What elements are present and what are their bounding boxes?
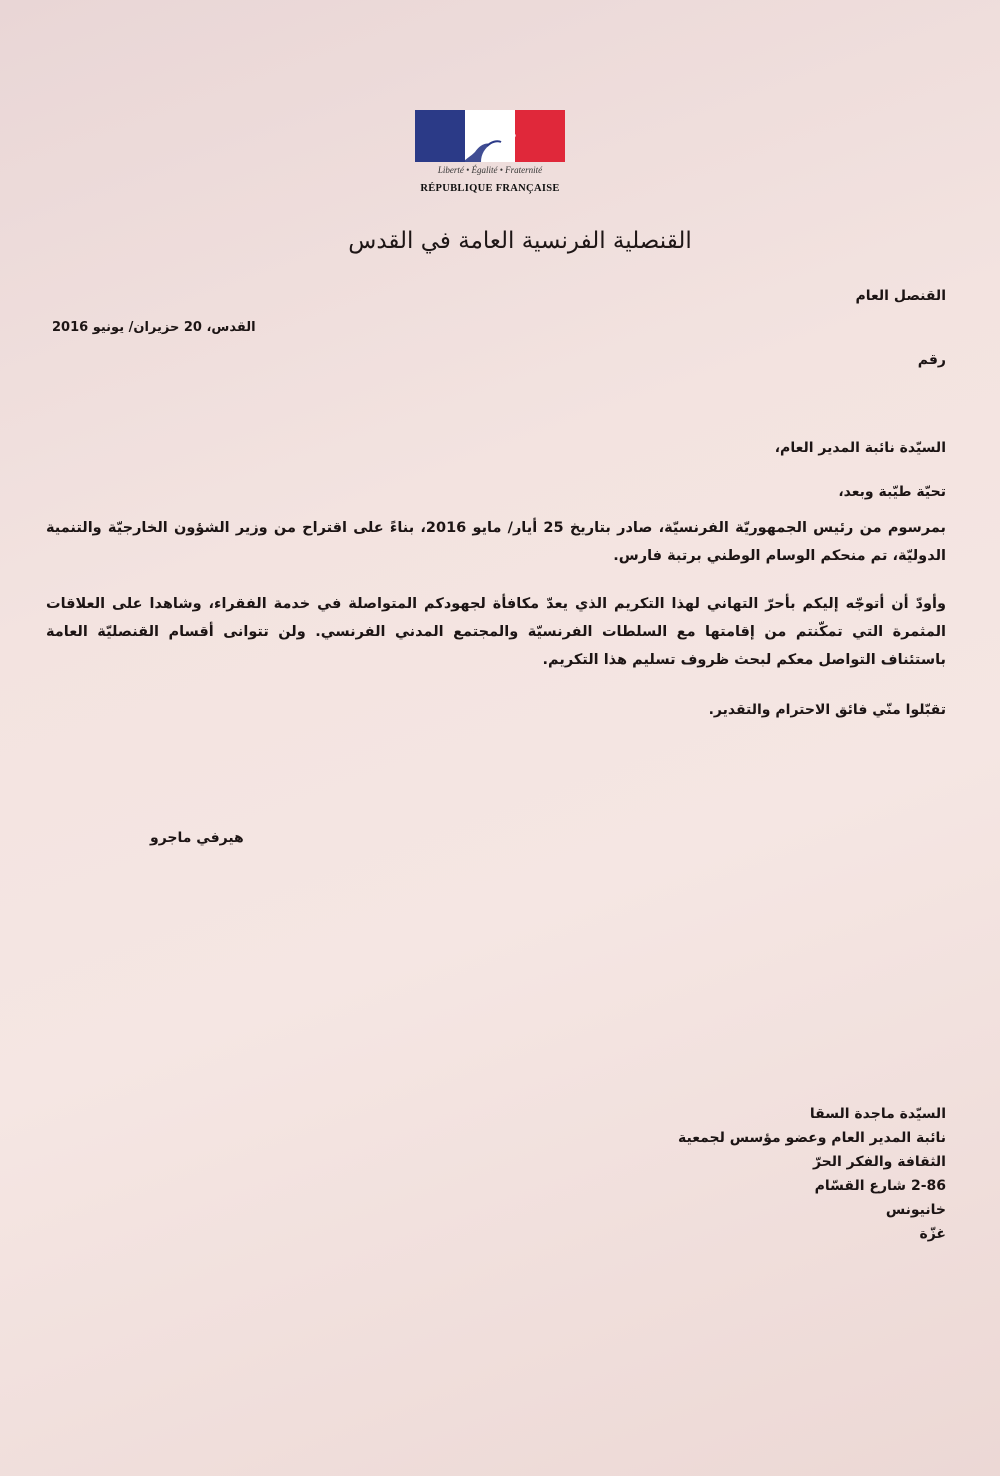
- reference-label: رقم: [917, 352, 946, 368]
- sender-title: القنصل العام: [855, 288, 946, 304]
- body-paragraph-2: وأودّ أن أتوجّه إليكم بأحرّ التهاني لهذا التكريم الذي يعدّ مكافأة لجهودكم المتواصلة في خدمة الفقراء، وشاهدا على العلاقات المثمرة التي تمكّنتم من إقامتها مع السلطات الفرنسيّة والمجتمع المدني الفرنسي. ولن تتوانى أقسام القنصليّة العامة باستئناف التواصل معكم لبحث ظروف تسليم هذا التكريم.: [46, 596, 946, 668]
- address-line: خانيونس: [885, 1202, 946, 1218]
- logo-motto: Liberté • Égalité • Fraternité: [437, 165, 543, 175]
- address-line: الثقافة والفكر الحرّ: [812, 1154, 946, 1170]
- letter-heading: القنصلية الفرنسية العامة في القدس: [348, 228, 692, 254]
- logo-republic-text: RÉPUBLIQUE FRANÇAISE: [420, 183, 560, 194]
- recipient-address: [586, 1102, 946, 1246]
- greeting: تحيّة طيّبة وبعد،: [838, 484, 946, 500]
- address-line: نائبة المدير العام وعضو مؤسس لجمعية: [678, 1130, 946, 1146]
- address-line: غزّة: [919, 1226, 946, 1242]
- closing-line: تقبّلوا منّي فائق الاحترام والتقدير.: [708, 702, 946, 718]
- recipient-salutation: السيّدة نائبة المدير العام،: [774, 440, 946, 456]
- address-line: 2-86 شارع القسّام: [814, 1178, 946, 1194]
- address-line: السيّدة ماجدة السقا: [809, 1106, 946, 1122]
- signatory-name: هيرفي ماجرو: [150, 830, 244, 846]
- republique-francaise-logo: [415, 110, 565, 202]
- body-paragraph-1: بمرسوم من رئيس الجمهوريّة الفرنسيّة، صادر بتاريخ 25 أيار/ مايو 2016، بناءً على اقتراح من وزير الشؤون الخارجيّة والتنمية الدوليّة، تم منحكم الوسام الوطني برتبة فارس.: [46, 520, 947, 564]
- letter-date: القدس، 20 حزيران/ يونيو 2016: [52, 320, 256, 335]
- marianne-profile-icon: [451, 112, 529, 162]
